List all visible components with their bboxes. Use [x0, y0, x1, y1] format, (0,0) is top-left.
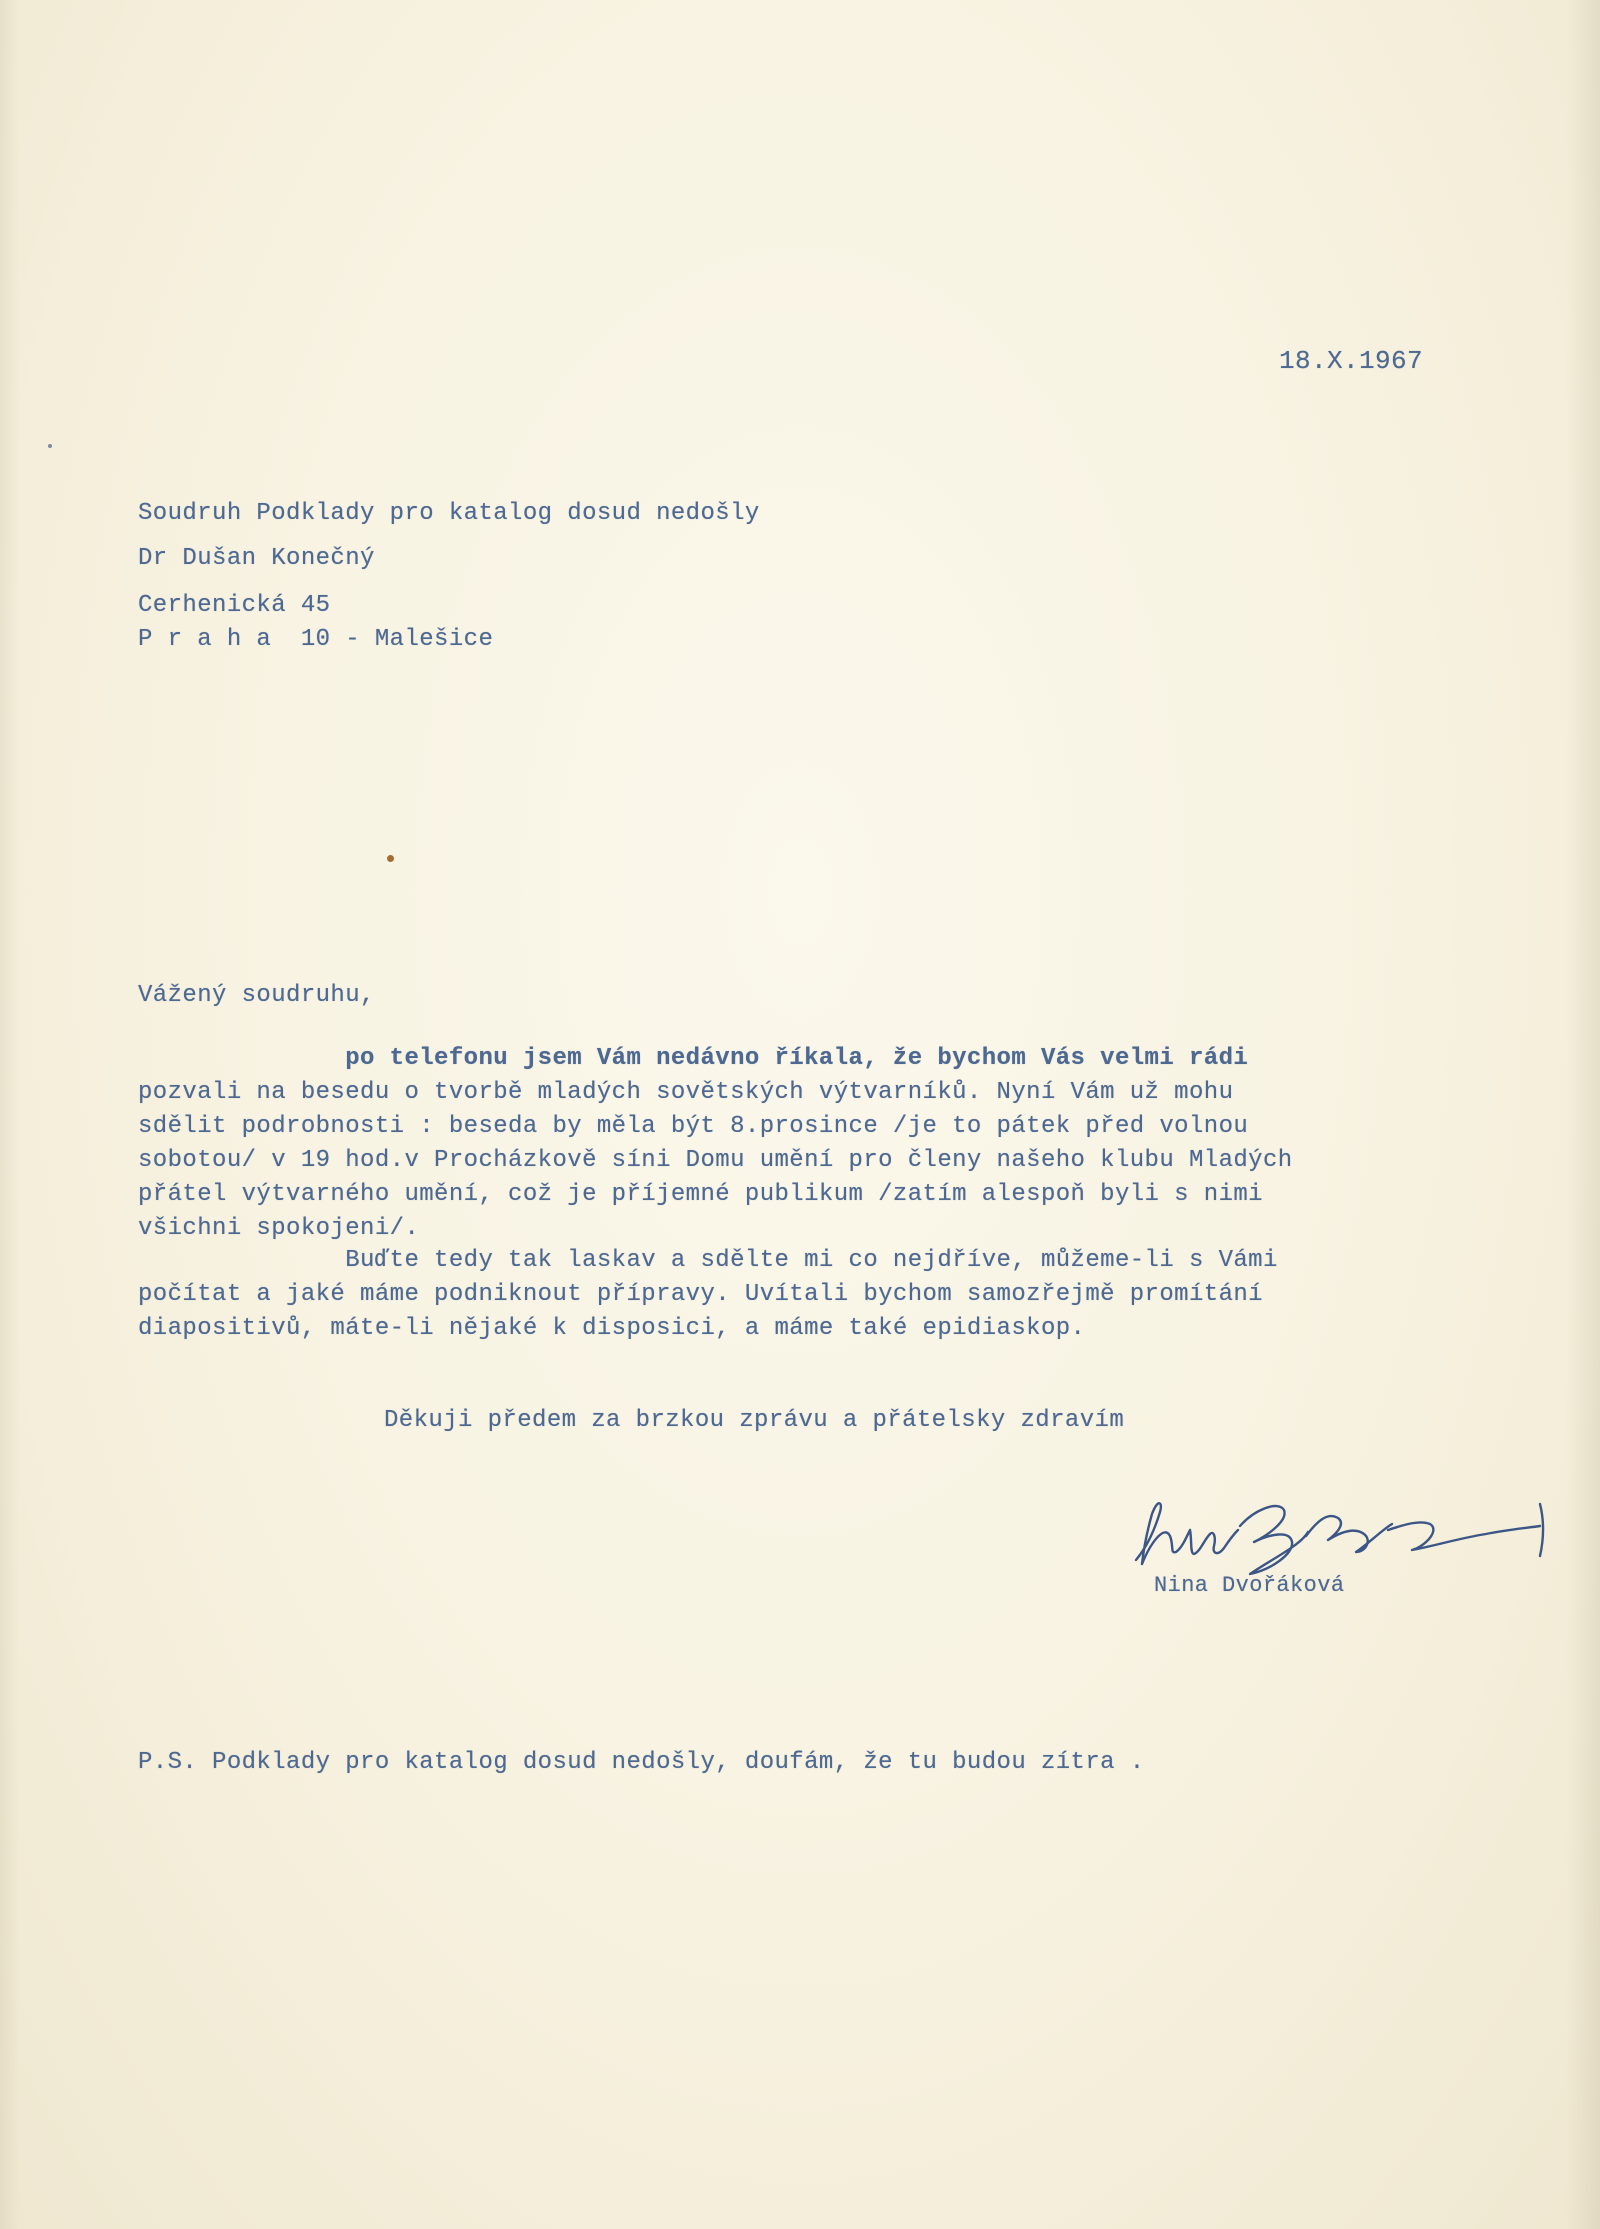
body-line: sdělit podrobnosti : beseda by měla být 8.prosince /je to pátek před volnou	[138, 1113, 1249, 1140]
letter-date: 18.X.1967	[1279, 346, 1424, 376]
body-line: pozvali na besedu o tvorbě mladých sovětských výtvarníků. Nyní Vám už mohu	[138, 1079, 1234, 1106]
postscript: P.S. Podklady pro katalog dosud nedošly, doufám, že tu budou zítra .	[138, 1749, 1145, 1776]
body-line: všichni spokojeni/.	[138, 1215, 420, 1242]
signature-name: Nina Dvořáková	[1154, 1573, 1345, 1598]
body-line: počítat a jaké máme podniknout přípravy. Uvítali bychom samozřejmě promítání	[138, 1281, 1263, 1308]
paper-edge-left	[0, 0, 20, 2229]
salutation: Vážený soudruhu,	[138, 982, 375, 1009]
body-line: přátel výtvarného umění, což je příjemné publikum /zatím alespoň byli s nimi	[138, 1181, 1263, 1208]
address-line-4: P r a h a 10 - Malešice	[138, 626, 494, 653]
body-line: po telefonu jsem Vám nedávno říkala, že bychom Vás velmi rádi	[138, 1045, 1249, 1072]
closing-line: Děkuji předem za brzkou zprávu a přátelsky zdravím	[384, 1407, 1125, 1434]
body-line: diapositivů, máte-li nějaké k disposici, a máme také epidiaskop.	[138, 1315, 1086, 1342]
paper-speck	[48, 444, 52, 448]
paper-edge-right	[1566, 0, 1600, 2229]
ink-spot	[387, 855, 394, 862]
address-line-2: Dr Dušan Konečný	[138, 545, 375, 572]
body-line: sobotou/ v 19 hod.v Procházkově síni Domu umění pro členy našeho klubu Mladých	[138, 1147, 1293, 1174]
body-line: Buďte tedy tak laskav a sdělte mi co nejdříve, můžeme-li s Vámi	[138, 1247, 1278, 1274]
handwritten-signature	[1130, 1490, 1560, 1580]
address-line-3: Cerhenická 45	[138, 592, 331, 619]
address-line-1: Soudruh Podklady pro katalog dosud nedošly	[138, 500, 760, 527]
